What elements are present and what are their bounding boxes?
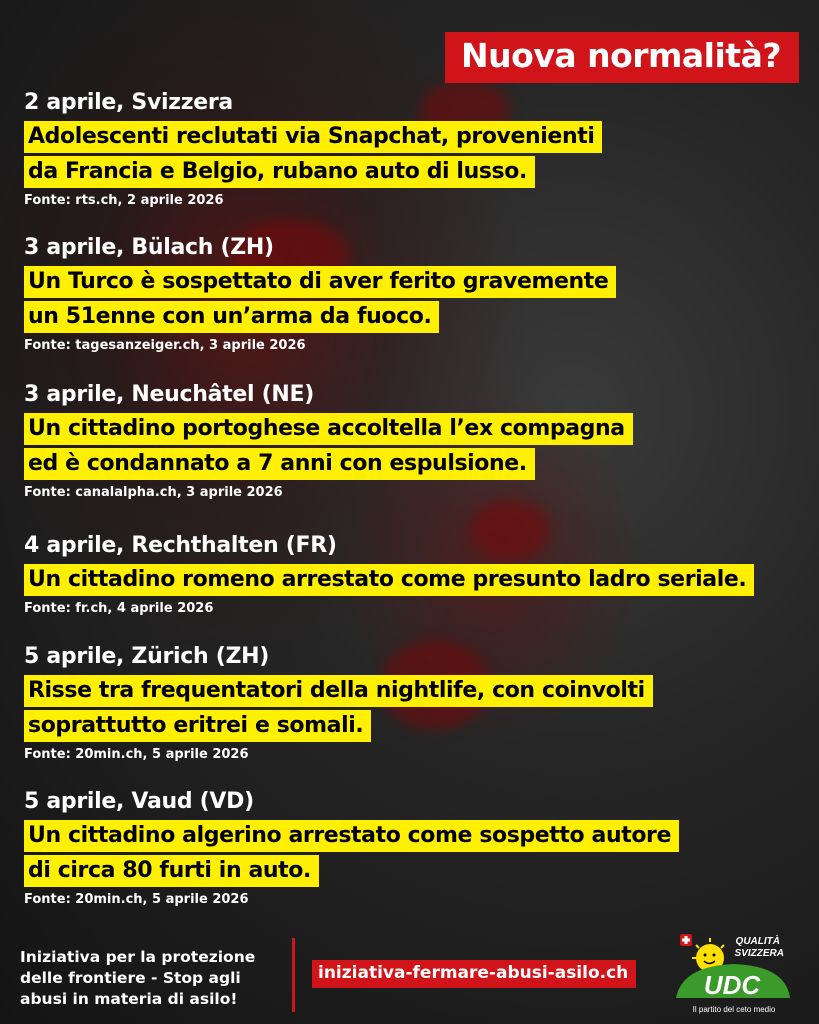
entry-source: Fonte: canalalpha.ch, 3 aprile 2026 bbox=[24, 485, 283, 500]
udc-logo bbox=[672, 928, 797, 1018]
news-entry bbox=[24, 235, 616, 353]
entry-text-line: soprattutto eritrei e somali. bbox=[24, 710, 371, 742]
entry-heading: 5 aprile, Zürich (ZH) bbox=[24, 644, 269, 669]
page-title: Nuova normalità? bbox=[445, 32, 799, 83]
logo-name: UDC bbox=[703, 970, 761, 1000]
entry-heading: 5 aprile, Vaud (VD) bbox=[24, 789, 254, 814]
footer-divider bbox=[292, 938, 295, 1012]
logo-subtitle: Il partito del ceto medio bbox=[692, 1005, 776, 1014]
news-entry bbox=[24, 382, 633, 500]
entry-text-line: da Francia e Belgio, rubano auto di lusso. bbox=[24, 156, 535, 188]
entry-text-line: Un cittadino algerino arrestato come sospetto autore bbox=[24, 820, 679, 852]
initiative-text: Iniziativa per la protezione delle frontiere - Stop agli abusi in materia di asilo! bbox=[20, 948, 256, 1008]
news-entry bbox=[24, 533, 754, 616]
news-entry bbox=[24, 644, 653, 762]
entry-text-line: di circa 80 furti in auto. bbox=[24, 855, 319, 887]
entry-source: Fonte: 20min.ch, 5 aprile 2026 bbox=[24, 892, 249, 907]
news-entry bbox=[24, 789, 679, 907]
entry-source: Fonte: 20min.ch, 5 aprile 2026 bbox=[24, 747, 249, 762]
entry-text-line: Risse tra frequentatori della nightlife, con coinvolti bbox=[24, 675, 653, 707]
entry-text-line: ed è condannato a 7 anni con espulsione. bbox=[24, 448, 535, 480]
news-entry bbox=[24, 90, 602, 208]
initiative-url-link[interactable]: iniziativa-fermare-abusi-asilo.ch bbox=[312, 960, 636, 988]
entry-text-line: Adolescenti reclutati via Snapchat, provenienti bbox=[24, 121, 602, 153]
entry-source: Fonte: fr.ch, 4 aprile 2026 bbox=[24, 601, 214, 616]
entry-text-line: Un cittadino portoghese accoltella l’ex compagna bbox=[24, 413, 633, 445]
entry-text-line: Un Turco è sospettato di aver ferito gravemente bbox=[24, 266, 616, 298]
logo-tagline-bottom: SVIZZERA bbox=[734, 948, 784, 959]
entry-heading: 4 aprile, Rechthalten (FR) bbox=[24, 533, 337, 558]
logo-tagline-top: QUALITÀ bbox=[735, 936, 780, 947]
entry-heading: 3 aprile, Bülach (ZH) bbox=[24, 235, 274, 260]
entry-heading: 2 aprile, Svizzera bbox=[24, 90, 233, 115]
entry-source: Fonte: tagesanzeiger.ch, 3 aprile 2026 bbox=[24, 338, 306, 353]
entry-heading: 3 aprile, Neuchâtel (NE) bbox=[24, 382, 314, 407]
entry-text-line: un 51enne con un’arma da fuoco. bbox=[24, 301, 439, 333]
entry-source: Fonte: rts.ch, 2 aprile 2026 bbox=[24, 193, 224, 208]
entry-text-line: Un cittadino romeno arrestato come presunto ladro seriale. bbox=[24, 564, 754, 596]
